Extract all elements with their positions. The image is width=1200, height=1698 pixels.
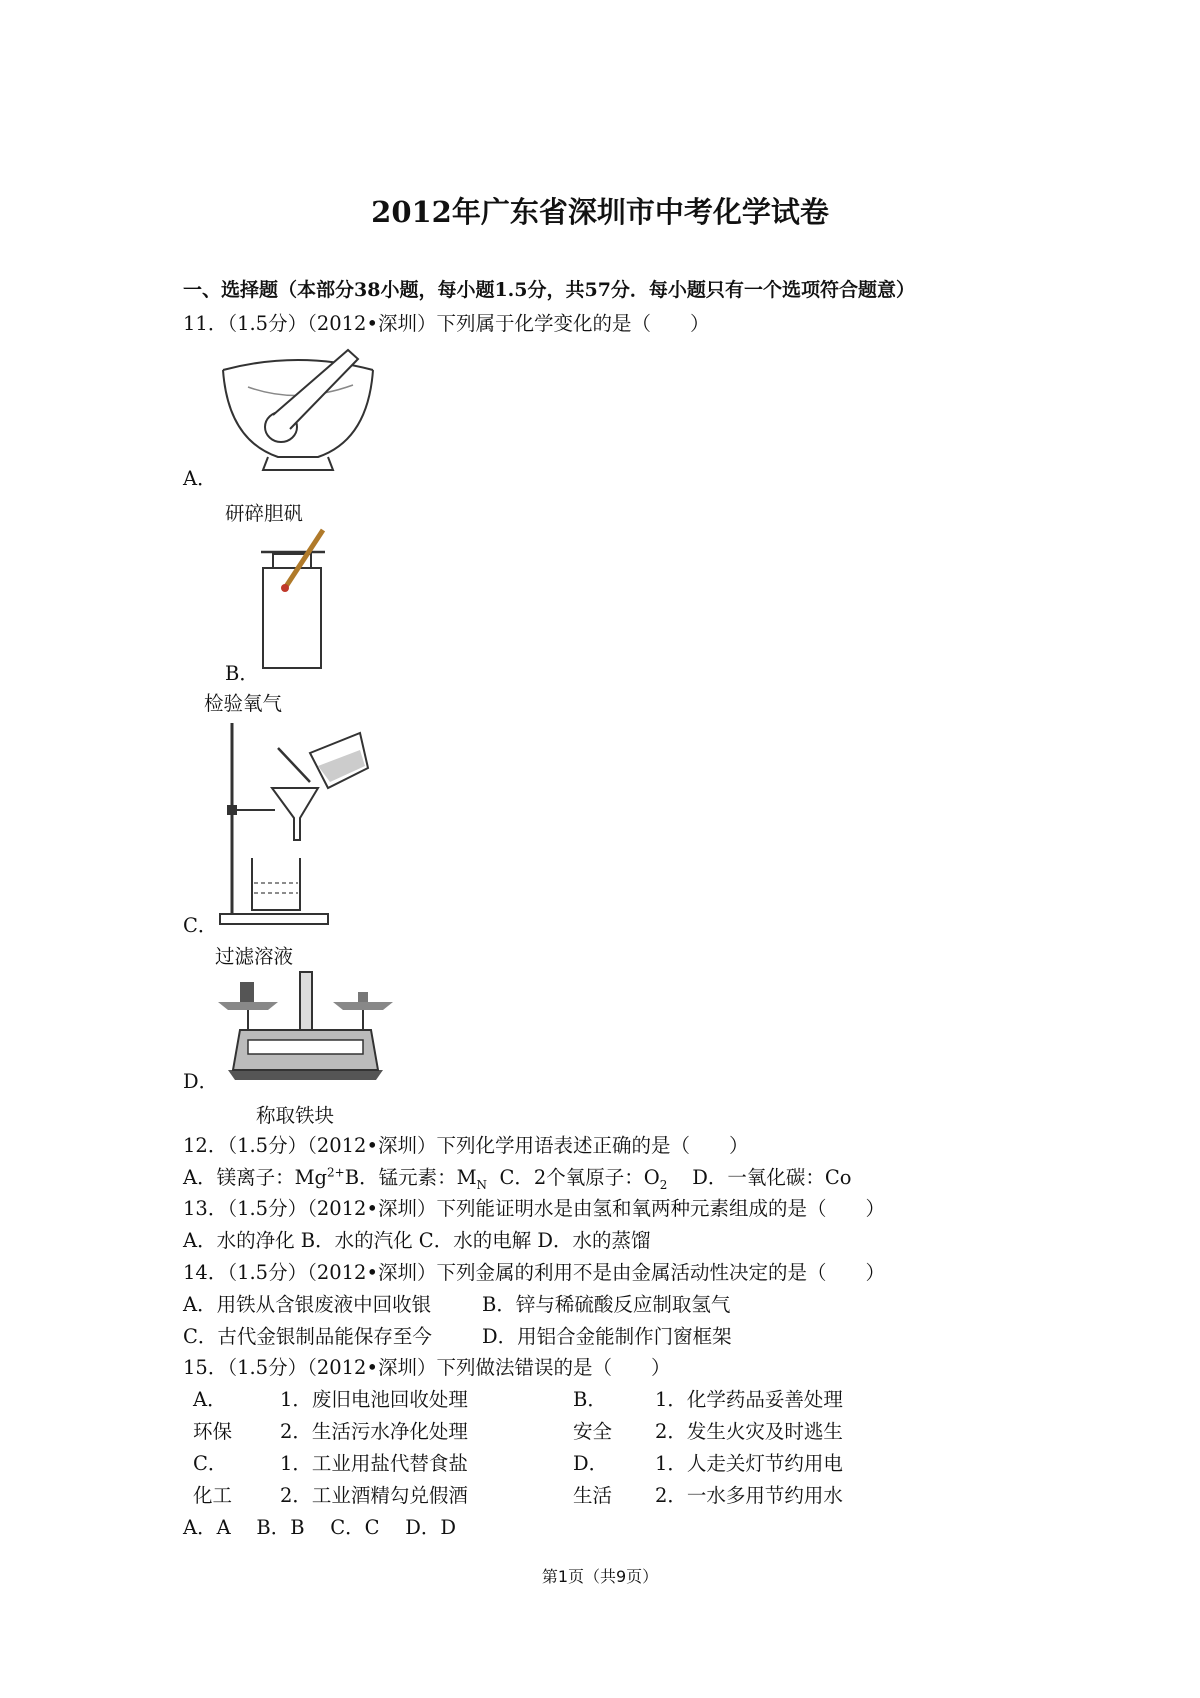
table-row-d-item2: 2．一水多用节约用水 xyxy=(655,1484,843,1507)
table-row-b-letter: B． xyxy=(573,1388,607,1411)
question-12-options: A．镁离子：$Mg^{2+}B$．锰元素：$M_N$ C．2个氧原子：$O_2$ D．一氧化碳：Co xyxy=(183,1165,852,1192)
table-row-d-category: 生活 xyxy=(573,1484,613,1507)
page-title: 2012年广东省深圳市中考化学试卷 xyxy=(371,195,829,229)
option-b-caption: 检验氧气 xyxy=(204,692,283,715)
gas-bottle-splint-icon xyxy=(255,528,335,673)
question-14-option-a: A．用铁从含银废液中回收银 xyxy=(183,1293,432,1316)
balance-scale-icon xyxy=(218,970,393,1085)
table-row-b-item1: 1．化学药品妥善处理 xyxy=(655,1388,843,1411)
section-heading: 一、选择题（本部分38小题，每小题1.5分，共57分．每小题只有一个选项符合题意） xyxy=(183,279,915,301)
table-row-c-item1: 1．工业用盐代替食盐 xyxy=(280,1452,468,1475)
table-row-c-letter: C． xyxy=(193,1452,228,1475)
table-row-a-item2: 2．生活污水净化处理 xyxy=(280,1420,468,1443)
question-11-stem: 11．（1.5分）（2012•深圳）下列属于化学变化的是（ ） xyxy=(183,312,710,335)
table-row-d-item1: 1．人走关灯节约用电 xyxy=(655,1452,843,1475)
table-row-a-letter: A． xyxy=(193,1388,227,1411)
table-row-c-item2: 2．工业酒精勾兑假酒 xyxy=(280,1484,468,1507)
question-15-answers: A．A B．B C．C D．D xyxy=(183,1516,457,1539)
question-13-stem: 13．（1.5分）（2012•深圳）下列能证明水是由氢和氧两种元素组成的是（ ） xyxy=(183,1197,885,1220)
filtration-apparatus-icon xyxy=(210,718,375,928)
option-c-letter: C． xyxy=(183,914,218,937)
question-14-option-b: B．锌与稀硫酸反应制取氢气 xyxy=(482,1293,731,1316)
option-b-letter: B． xyxy=(225,662,259,685)
table-row-b-item2: 2．发生火灾及时逃生 xyxy=(655,1420,843,1443)
question-15-stem: 15．（1.5分）（2012•深圳）下列做法错误的是（ ） xyxy=(183,1356,671,1379)
question-14-stem: 14．（1.5分）（2012•深圳）下列金属的利用不是由金属活动性决定的是（ ） xyxy=(183,1261,885,1284)
table-row-b-category: 安全 xyxy=(573,1420,613,1443)
table-row-d-letter: D． xyxy=(573,1452,609,1475)
table-row-c-category: 化工 xyxy=(193,1484,233,1507)
option-a-caption: 研碎胆矾 xyxy=(225,502,304,525)
mortar-pestle-icon xyxy=(218,345,383,485)
question-14-option-d: D．用铝合金能制作门窗框架 xyxy=(482,1325,732,1348)
table-row-a-item1: 1．废旧电池回收处理 xyxy=(280,1388,468,1411)
option-d-letter: D． xyxy=(183,1070,219,1093)
option-a-letter: A． xyxy=(183,467,217,490)
option-d-caption: 称取铁块 xyxy=(256,1104,335,1127)
option-c-caption: 过滤溶液 xyxy=(215,945,294,968)
table-row-a-category: 环保 xyxy=(193,1420,233,1443)
question-12-stem: 12．（1.5分）（2012•深圳）下列化学用语表述正确的是（ ） xyxy=(183,1134,749,1157)
question-13-options: A．水的净化 B．水的汽化 C．水的电解 D．水的蒸馏 xyxy=(183,1229,651,1252)
question-14-option-c: C．古代金银制品能保存至今 xyxy=(183,1325,432,1348)
page-footer: 第1页（共9页） xyxy=(541,1567,659,1586)
